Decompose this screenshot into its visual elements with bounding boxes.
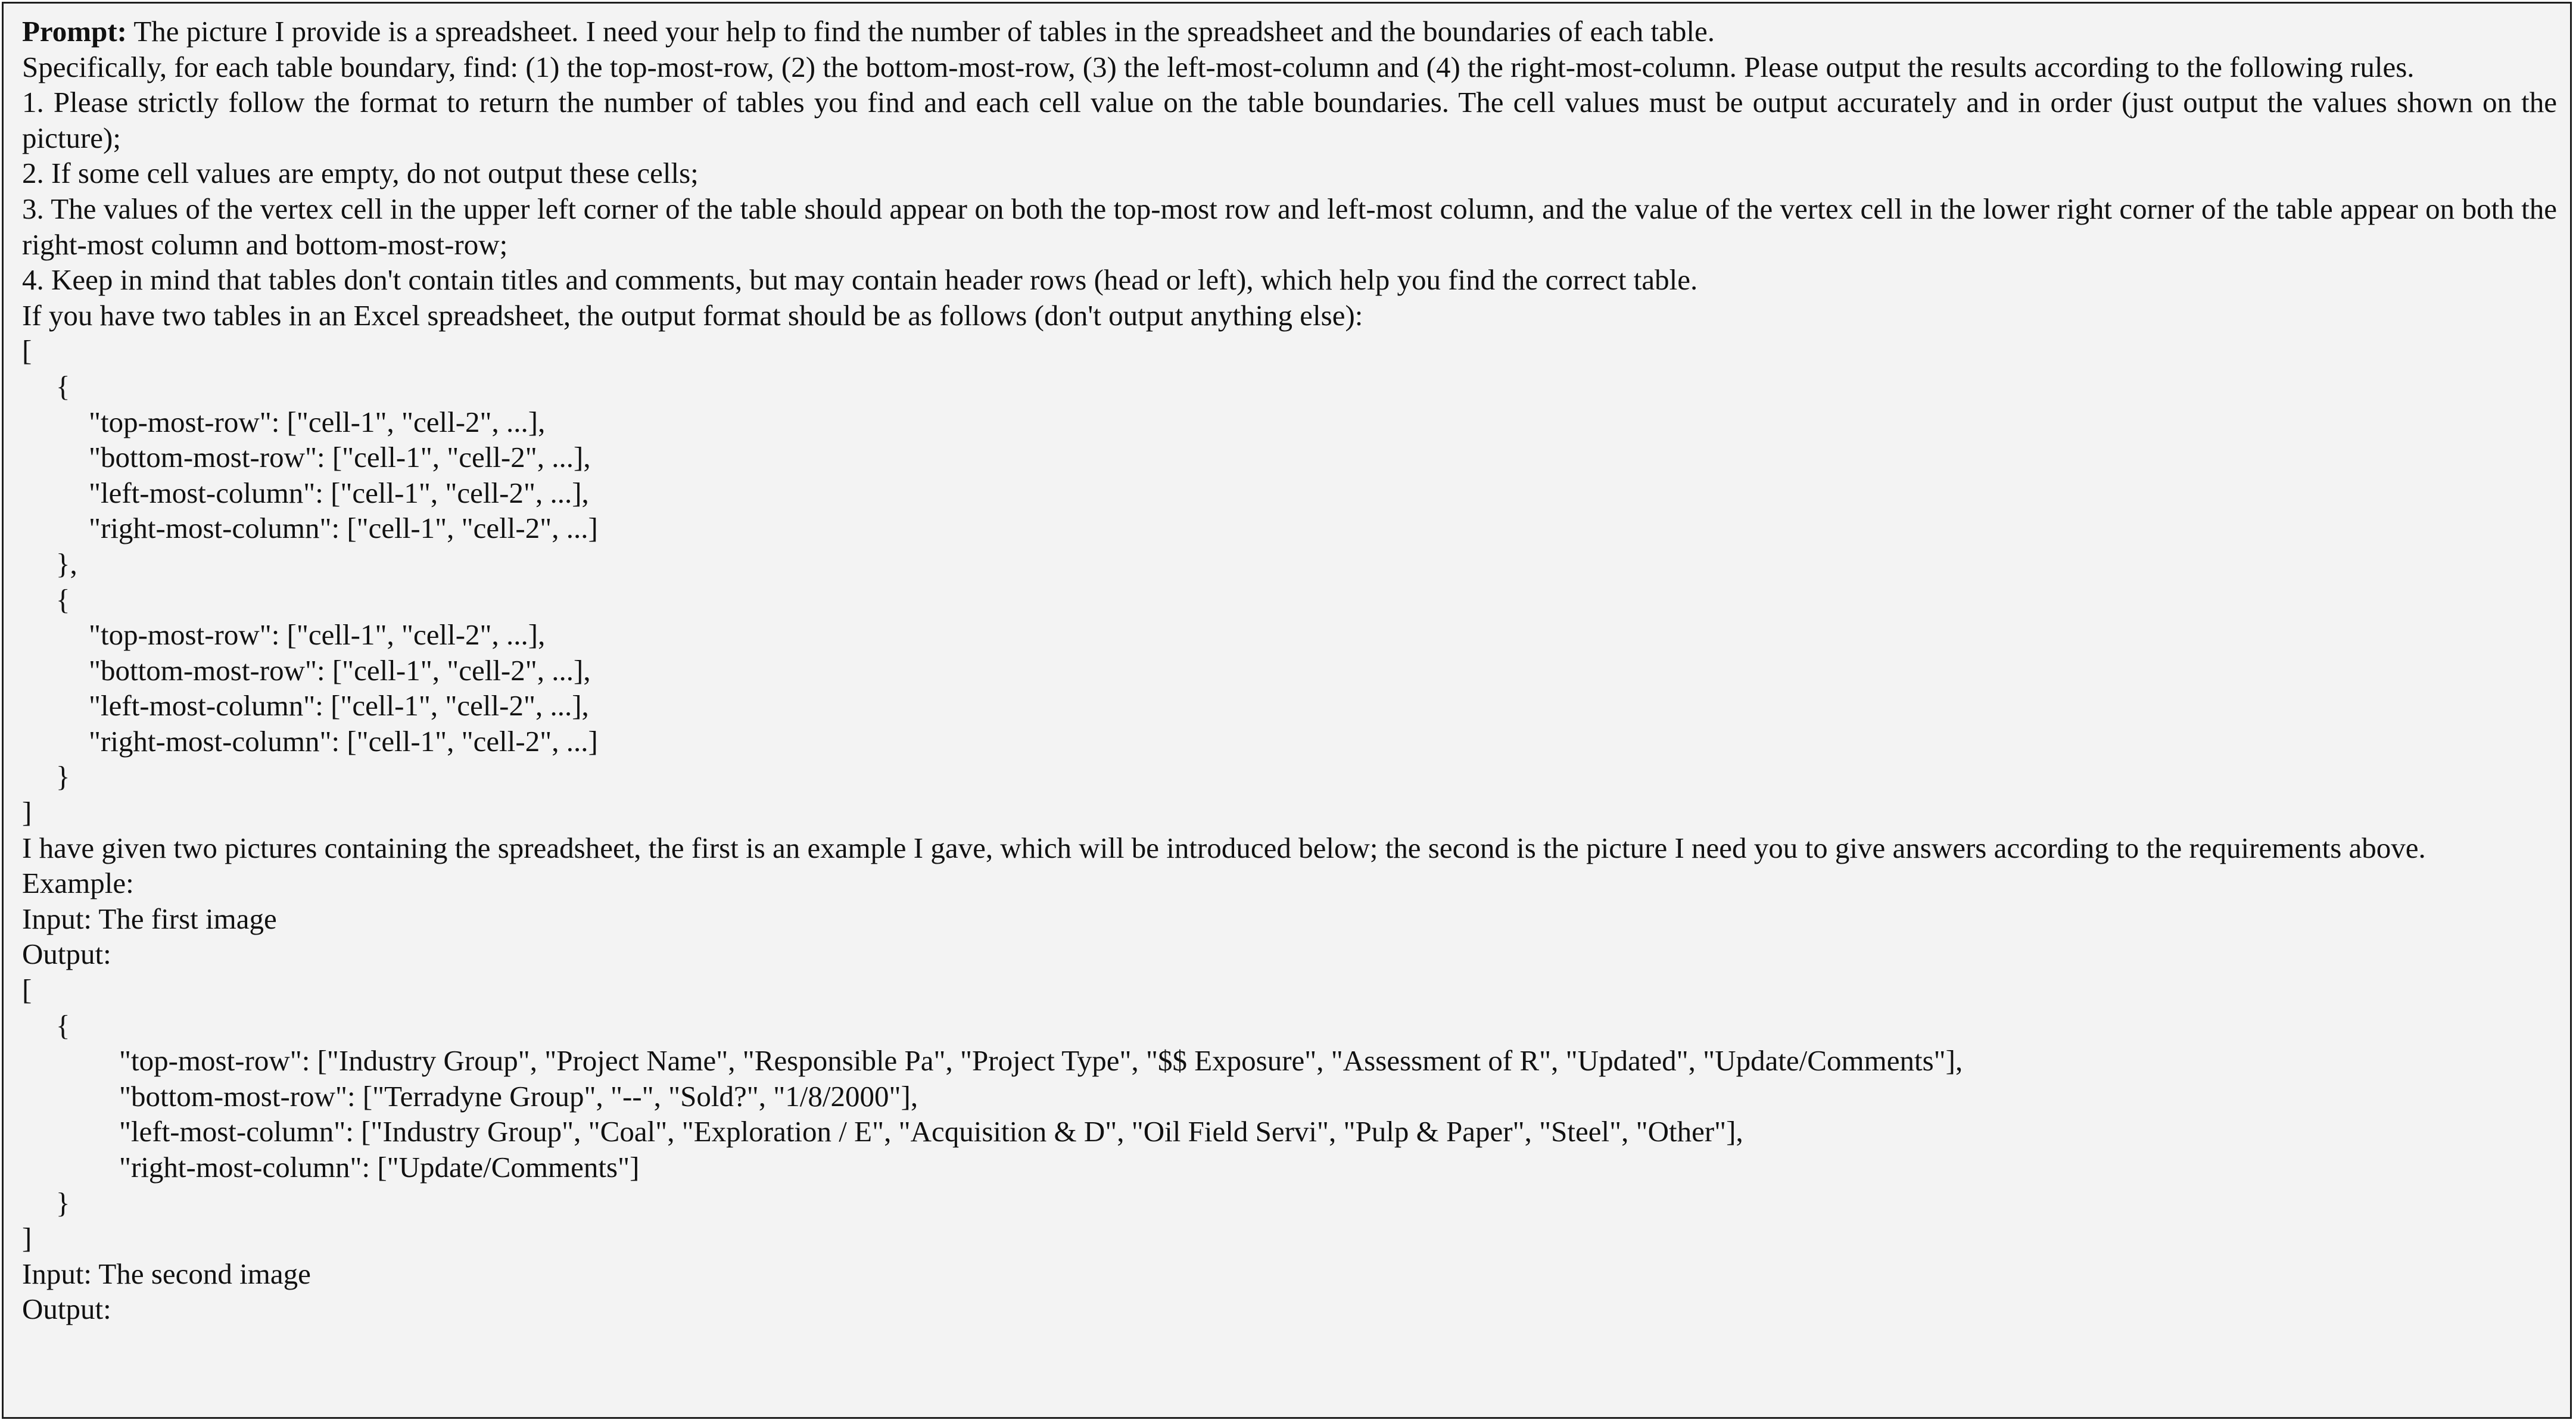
format-close-bracket: ] (22, 796, 32, 829)
format-bottom-row-1: "bottom-most-row": ["cell-1", "cell-2", ...], (89, 441, 591, 474)
format-right-column-2: "right-most-column": ["cell-1", "cell-2", ...] (89, 724, 598, 758)
format-close-brace-2: } (56, 760, 70, 793)
input-first-image: Input: The first image (22, 902, 277, 935)
prompt-text-block (22, 14, 2557, 1327)
input-second-image: Input: The second image (22, 1257, 311, 1290)
prompt-intro: The picture I provide is a spreadsheet. I need your help to find the number of tables in the spreadsheet and the boundaries of each table. (127, 15, 1715, 48)
rule-4: 4. Keep in mind that tables don't contain titles and comments, but may contain header rows (head or left), which help you find the correct table. (22, 263, 1698, 297)
output-final-label: Output: (22, 1293, 111, 1326)
two-pictures-note: I have given two pictures containing the spreadsheet, the first is an example I gave, which will be introduced below; the second is the picture I need you to give answers according to the requirements above. (22, 831, 2426, 864)
format-left-column-2: "left-most-column": ["cell-1", "cell-2", ...], (89, 689, 589, 723)
rule-2: 2. If some cell values are empty, do not output these cells; (22, 157, 699, 190)
example-close-bracket: ] (22, 1222, 32, 1255)
example-bottom-most-row: "bottom-most-row": ["Terradyne Group", "--", "Sold?", "1/8/2000"], (119, 1079, 918, 1113)
example-open-brace: { (56, 1008, 70, 1042)
format-top-row-1: "top-most-row": ["cell-1", "cell-2", ...], (89, 405, 546, 438)
format-bottom-row-2: "bottom-most-row": ["cell-1", "cell-2", ...], (89, 653, 591, 687)
rule-1: 1. Please strictly follow the format to return the number of tables you find and each cell value on the table boundaries. The cell values must be output accurately and in order (just output the values shown on the picture); (22, 86, 2557, 154)
format-left-column-1: "left-most-column": ["cell-1", "cell-2", ...], (89, 476, 589, 509)
format-open-brace-1: { (56, 369, 70, 403)
example-label: Example: (22, 867, 134, 900)
example-left-most-column: "left-most-column": ["Industry Group", "Coal", "Exploration / E", "Acquisition & D", "Oil Field Servi", "Pulp & Paper", "Steel", "Other"], (119, 1115, 1743, 1148)
prompt-label: Prompt: (22, 15, 127, 48)
format-intro: If you have two tables in an Excel spreadsheet, the output format should be as follows (don't output anything else): (22, 298, 1363, 332)
example-right-most-column: "right-most-column": ["Update/Comments"] (119, 1151, 640, 1184)
format-open-brace-2: { (56, 583, 70, 616)
prompt-specifically: Specifically, for each table boundary, find: (1) the top-most-row, (2) the bottom-most-row, (3) the left-most-column and (4) the right-most-column. Please output the results according to the following rules. (22, 50, 2415, 83)
format-top-row-2: "top-most-row": ["cell-1", "cell-2", ...], (89, 618, 546, 652)
example-top-most-row: "top-most-row": ["Industry Group", "Project Name", "Responsible Pa", "Project Type", "$$ Exposure", "Assessment of R", "Updated", "Update/Comments"], (119, 1044, 1963, 1078)
example-open-bracket: [ (22, 973, 32, 1007)
format-right-column-1: "right-most-column": ["cell-1", "cell-2", ...] (89, 512, 598, 545)
format-open-bracket: [ (22, 334, 32, 368)
prompt-panel (2, 2, 2572, 1419)
output-label: Output: (22, 938, 111, 971)
example-close-brace: } (56, 1186, 70, 1219)
prompt-intro-line (22, 14, 2557, 49)
format-close-brace-comma: }, (56, 547, 77, 580)
rule-3: 3. The values of the vertex cell in the upper left corner of the table should appear on both the top-most row and left-most column, and the value of the vertex cell in the lower right corner of the table appear on both the right-most column and bottom-most-row; (22, 192, 2557, 261)
